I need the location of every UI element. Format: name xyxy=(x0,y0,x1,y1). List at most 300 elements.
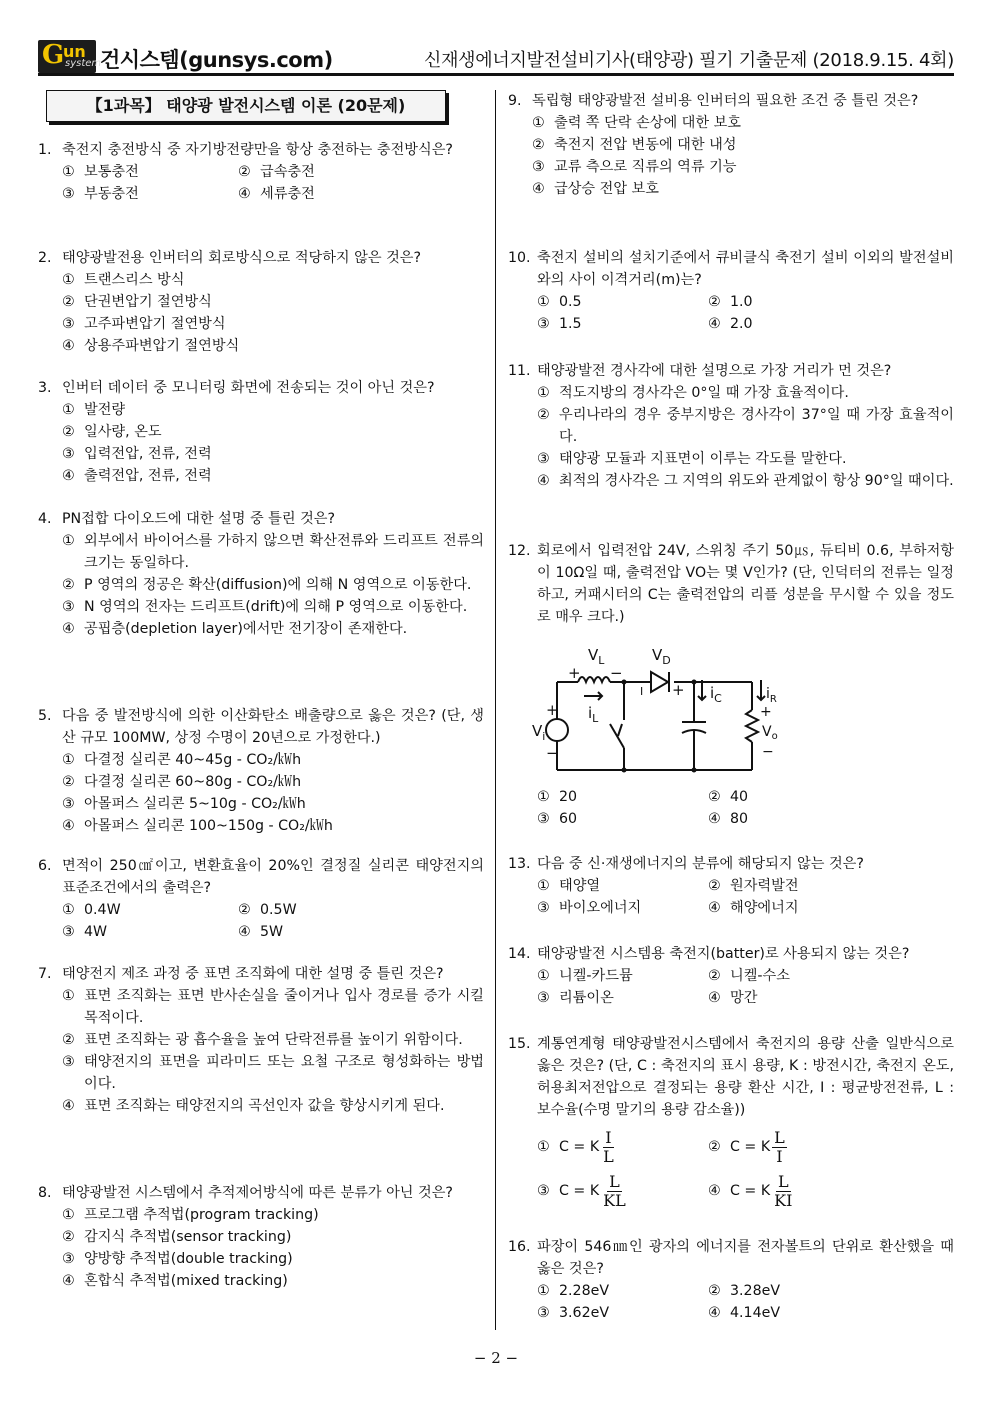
formula-prefix: C = K xyxy=(730,1183,771,1199)
option-4 xyxy=(62,335,484,357)
option-text: 3.62eV xyxy=(559,1305,610,1321)
question-8 xyxy=(38,1182,484,1292)
option-text: 일사량, 온도 xyxy=(84,424,162,440)
option-1 xyxy=(537,965,708,987)
option-3 xyxy=(62,313,484,335)
document-title: 신재생에너지발전설비기사(태양광) 필기 기출문제 (2018.9.15. 4회) xyxy=(424,50,954,71)
option-text: 입력전압, 전류, 전력 xyxy=(84,446,212,462)
question-4 xyxy=(38,508,484,640)
option-4 xyxy=(62,618,484,640)
question-11 xyxy=(508,360,954,492)
option-mark: ② xyxy=(708,1139,721,1155)
resistor xyxy=(746,710,758,742)
gunsys-logo xyxy=(38,40,102,73)
option-text: 0.4W xyxy=(84,902,121,918)
option-2 xyxy=(537,404,954,448)
question-text: 파장이 546㎚인 광자의 에너지를 전자볼트의 단위로 환산했을 때 옳은 것은? xyxy=(537,1239,954,1277)
option-mark: ① xyxy=(537,1283,550,1299)
option-mark: ② xyxy=(238,902,251,918)
question-text: 축전지 충전방식 중 자기방전량만을 항상 충전하는 충전방식은? xyxy=(62,142,453,158)
option-mark: ① xyxy=(537,294,550,310)
option-4 xyxy=(537,470,954,492)
option-2 xyxy=(62,574,484,596)
question-number: 5. xyxy=(38,708,52,724)
option-mark: ① xyxy=(537,789,550,805)
option-1 xyxy=(62,399,484,421)
option-text: 리튬이온 xyxy=(559,990,614,1006)
option-1 xyxy=(62,985,484,1029)
option-1 xyxy=(62,161,238,183)
option-text: 4W xyxy=(84,924,108,940)
option-text: 세류충전 xyxy=(260,186,315,202)
question-stem xyxy=(38,963,484,985)
numerator: L xyxy=(777,1171,789,1191)
option-text: 망간 xyxy=(730,990,758,1006)
denominator: I xyxy=(776,1146,783,1166)
option-2 xyxy=(708,1280,879,1302)
option-1 xyxy=(537,291,708,313)
option-text: 출력전압, 전류, 전력 xyxy=(84,468,212,484)
question-text: PN접합 다이오드에 대한 설명 중 틀린 것은? xyxy=(62,511,336,527)
junction-dot xyxy=(622,768,627,773)
option-text: 단권변압기 절연방식 xyxy=(84,294,212,310)
fraction xyxy=(601,1173,628,1210)
option-text: 4.14eV xyxy=(730,1305,781,1321)
question-stem xyxy=(38,1182,484,1204)
question-2 xyxy=(38,247,484,357)
option-3 xyxy=(62,1051,484,1095)
option-text: P 영역의 정공은 확산(diffusion)에 의해 N 영역으로 이동한다. xyxy=(84,577,472,593)
option-text: 20 xyxy=(559,789,578,805)
option-3 xyxy=(62,183,238,205)
option-mark: ④ xyxy=(708,1305,721,1321)
option-text: 니켈-카드뮴 xyxy=(559,968,633,984)
option-mark: ③ xyxy=(62,186,75,202)
question-text: 태양광발전용 인버터의 회로방식으로 적당하지 않은 것은? xyxy=(62,250,422,266)
option-text: 니켈-수소 xyxy=(730,968,790,984)
option-text: 혼합식 추적법(mixed tracking) xyxy=(84,1273,288,1289)
option-mark: ② xyxy=(62,774,75,790)
option-4 xyxy=(708,897,879,919)
question-stem xyxy=(38,705,484,749)
option-mark: ④ xyxy=(537,473,550,489)
option-mark: ③ xyxy=(62,1251,75,1267)
option-mark: ③ xyxy=(537,811,550,827)
section-title: 【1과목】 태양광 발전시스템 이론 (20문제) xyxy=(46,90,446,122)
option-text: N 영역의 전자는 드리프트(drift)에 의해 P 영역으로 이동한다. xyxy=(84,599,468,615)
option-text: 급상승 전압 보호 xyxy=(554,181,659,197)
formula-prefix: C = K xyxy=(730,1139,771,1155)
option-mark: ④ xyxy=(62,1273,75,1289)
option-text: 공핍층(depletion layer)에서만 전기장이 존재한다. xyxy=(84,621,408,637)
question-stem xyxy=(38,377,484,399)
option-4 xyxy=(62,1270,484,1292)
question-stem xyxy=(38,508,484,530)
fraction xyxy=(601,1129,616,1166)
option-3 xyxy=(62,793,484,815)
question-9 xyxy=(508,90,954,200)
logo-system: system xyxy=(65,58,102,69)
ir-label: $i_R$ xyxy=(766,686,777,705)
switch xyxy=(610,724,624,748)
option-mark: ① xyxy=(62,272,75,288)
question-number: 16. xyxy=(508,1239,531,1255)
logo-g: G xyxy=(42,40,65,70)
option-text: 아몰퍼스 실리콘 100~150g - CO₂/㎾h xyxy=(84,818,333,834)
formula-prefix: C = K xyxy=(559,1183,600,1199)
option-text: 감지식 추적법(sensor tracking) xyxy=(84,1229,292,1245)
vi-label: $V_i$ xyxy=(532,722,546,743)
option-text: 표면 조직화는 광 흡수율을 높여 단락전류를 높이기 위함이다. xyxy=(84,1032,463,1048)
question-stem xyxy=(508,90,954,112)
option-mark: ④ xyxy=(62,1098,75,1114)
option-text: 1.0 xyxy=(730,294,753,310)
question-10 xyxy=(508,247,954,335)
option-1 xyxy=(62,749,484,771)
option-mark: ③ xyxy=(62,316,75,332)
option-text: 다결정 실리콘 40~45g - CO₂/㎾h xyxy=(84,752,302,768)
option-mark: ③ xyxy=(537,316,550,332)
site-name: 건시스템(gunsys.com) xyxy=(100,48,333,72)
question-15 xyxy=(508,1033,954,1213)
voltage-source xyxy=(546,719,568,741)
option-2 xyxy=(238,899,414,921)
option-3 xyxy=(532,156,954,178)
option-text: 보통충전 xyxy=(84,164,139,180)
logo-un: un xyxy=(63,42,86,61)
option-text: 양방향 추적법(double tracking) xyxy=(84,1251,293,1267)
option-1 xyxy=(62,1204,484,1226)
option-3 xyxy=(537,1169,708,1213)
option-1 xyxy=(537,786,708,808)
option-mark: ① xyxy=(537,1139,550,1155)
option-mark: ② xyxy=(62,577,75,593)
vd-i-mark: I xyxy=(640,685,644,698)
option-1 xyxy=(537,382,954,404)
question-number: 12. xyxy=(508,543,531,559)
option-text: 출력 쪽 단락 손상에 대한 보호 xyxy=(554,115,742,131)
option-mark: ③ xyxy=(62,1054,75,1070)
junction-dot xyxy=(692,680,697,685)
numerator: L xyxy=(774,1127,785,1147)
ic-label: $i_C$ xyxy=(710,684,722,705)
option-text: 표면 조직화는 표면 반사손실을 줄이거나 입사 경로를 증가 시킬 목적이다. xyxy=(84,988,484,1026)
option-mark: ② xyxy=(62,424,75,440)
question-16 xyxy=(508,1236,954,1324)
option-3 xyxy=(62,1248,484,1270)
option-4 xyxy=(238,183,414,205)
option-mark: ① xyxy=(62,988,75,1004)
option-4 xyxy=(62,1095,484,1117)
diode xyxy=(651,672,668,692)
option-text: 축전지 전압 변동에 대한 내성 xyxy=(554,137,737,153)
question-1 xyxy=(38,139,484,205)
column-divider xyxy=(495,90,496,1330)
question-text: 다음 중 신·재생에너지의 분류에 해당되지 않는 것은? xyxy=(537,856,864,872)
option-mark: ③ xyxy=(62,796,75,812)
option-4 xyxy=(62,815,484,837)
denominator: L xyxy=(603,1146,614,1166)
option-mark: ① xyxy=(532,115,545,131)
option-4 xyxy=(708,313,879,335)
question-text: 계통연계형 태양광발전시스템에서 축전지의 용량 산출 일반식으로 옳은 것은? (단, C : 축전지의 표시 용량, K : 방전시간, 축전지 온도, 허용최저전압으로 결정되는 용량 환산 시간, I : 평균방전전류, L : 보수율(수명 말기의 용량 감소율)) xyxy=(537,1036,954,1118)
option-text: 표면 조직화는 태양전지의 곡선인자 값을 향상시키게 된다. xyxy=(84,1098,445,1114)
option-mark: ③ xyxy=(537,990,550,1006)
option-4 xyxy=(708,987,879,1009)
option-text: 우리나라의 경우 중부지방은 경사각이 37°일 때 가장 효율적이다. xyxy=(559,407,954,445)
option-mark: ② xyxy=(708,878,721,894)
option-mark: ④ xyxy=(708,1183,721,1199)
vl-minus: − xyxy=(610,664,623,682)
option-3 xyxy=(62,596,484,618)
question-number: 14. xyxy=(508,946,531,962)
option-1 xyxy=(537,875,708,897)
option-2 xyxy=(708,786,879,808)
question-number: 10. xyxy=(508,250,531,266)
option-2 xyxy=(62,771,484,793)
question-14 xyxy=(508,943,954,1009)
option-text: 80 xyxy=(730,811,749,827)
question-text: 태양광발전 시스템에서 추적제어방식에 따른 분류가 아닌 것은? xyxy=(62,1185,453,1201)
option-mark: ② xyxy=(62,1032,75,1048)
option-mark: ② xyxy=(238,164,251,180)
option-text: 0.5 xyxy=(559,294,582,310)
question-stem xyxy=(508,943,954,965)
option-text: 다결정 실리콘 60~80g - CO₂/㎾h xyxy=(84,774,302,790)
question-stem xyxy=(508,360,954,382)
question-text: 축전지 설비의 설치기준에서 큐비클식 축전기 설비 이외의 발전설비와의 사이 이격거리(m)는? xyxy=(537,250,954,288)
option-text: 태양광 모듈과 지표면이 이루는 각도를 말한다. xyxy=(559,451,847,467)
option-2 xyxy=(708,1125,879,1169)
question-text: 태양광발전 경사각에 대한 설명으로 가장 거리가 먼 것은? xyxy=(537,363,892,379)
formula-prefix: C = K xyxy=(559,1139,600,1155)
fraction xyxy=(772,1129,787,1166)
option-3 xyxy=(62,921,238,943)
question-text: 다음 중 발전방식에 의한 이산화탄소 배출량으로 옳은 것은? (단, 생산 규모 100MW, 상정 수명이 20년으로 가정한다.) xyxy=(62,708,484,746)
option-2 xyxy=(708,291,879,313)
option-mark: ② xyxy=(708,294,721,310)
option-4 xyxy=(708,1169,879,1213)
question-12-options xyxy=(508,786,954,830)
option-mark: ④ xyxy=(62,621,75,637)
option-text: 발전량 xyxy=(84,402,126,418)
option-3 xyxy=(537,448,954,470)
question-number: 8. xyxy=(38,1185,52,1201)
vo-minus: − xyxy=(762,744,774,760)
question-stem xyxy=(508,853,954,875)
option-text: 부동충전 xyxy=(84,186,139,202)
option-text: 5W xyxy=(260,924,284,940)
option-mark: ③ xyxy=(537,1183,550,1199)
header-rule xyxy=(38,73,954,76)
option-text: 태양전지의 표면을 피라미드 또는 요철 구조로 형성화하는 방법이다. xyxy=(84,1054,484,1092)
option-mark: ④ xyxy=(708,316,721,332)
question-stem xyxy=(38,139,484,161)
vl-plus: + xyxy=(568,664,581,682)
option-mark: ① xyxy=(62,902,75,918)
vd-plus: + xyxy=(672,681,685,699)
question-stem xyxy=(38,247,484,269)
junction-dot xyxy=(692,768,697,773)
option-1 xyxy=(537,1280,708,1302)
vi-plus: + xyxy=(546,701,559,719)
option-mark: ④ xyxy=(532,181,545,197)
option-text: 고주파변압기 절연방식 xyxy=(84,316,226,332)
option-mark: ① xyxy=(62,164,75,180)
option-text: 태양열 xyxy=(559,878,601,894)
option-text: 2.0 xyxy=(730,316,753,332)
option-mark: ④ xyxy=(62,338,75,354)
question-number: 3. xyxy=(38,380,52,396)
option-text: 급속충전 xyxy=(260,164,315,180)
option-1 xyxy=(62,269,484,291)
option-mark: ③ xyxy=(532,159,545,175)
question-3 xyxy=(38,377,484,487)
question-12 xyxy=(508,540,954,628)
option-mark: ② xyxy=(708,1283,721,1299)
option-text: 해양에너지 xyxy=(730,900,799,916)
option-text: 최적의 경사각은 그 지역의 위도와 관계없이 항상 90°일 때이다. xyxy=(559,473,954,489)
option-mark: ③ xyxy=(62,599,75,615)
option-3 xyxy=(537,808,708,830)
option-text: 외부에서 바이어스를 가하지 않으면 확산전류와 드리프트 전류의 크기는 동일하다. xyxy=(84,533,484,571)
question-number: 15. xyxy=(508,1036,531,1052)
option-mark: ① xyxy=(537,878,550,894)
option-mark: ② xyxy=(537,407,550,423)
option-text: 상용주파변압기 절연방식 xyxy=(84,338,240,354)
question-stem xyxy=(508,1236,954,1280)
question-text: 회로에서 입력전압 24V, 스위칭 주기 50㎲, 듀티비 0.6, 부하저항이 10Ω일 때, 출력전압 VO는 몇 V인가? (단, 인덕터의 전류는 일정하고, 커패시터의 C는 출력전압의 리플 성분을 무시할 수 있을 정도로 매우 크다.) xyxy=(537,543,954,625)
question-text: 독립형 태양광발전 설비용 인버터의 필요한 조건 중 틀린 것은? xyxy=(532,93,919,109)
option-text: 바이오에너지 xyxy=(559,900,642,916)
vo-label: $V_o$ xyxy=(762,724,778,742)
question-7 xyxy=(38,963,484,1117)
option-mark: ③ xyxy=(537,1305,550,1321)
question-number: 1. xyxy=(38,142,52,158)
option-text: 3.28eV xyxy=(730,1283,781,1299)
option-mark: ③ xyxy=(537,451,550,467)
option-mark: ④ xyxy=(708,990,721,1006)
option-mark: ① xyxy=(62,752,75,768)
option-text: 원자력발전 xyxy=(730,878,799,894)
question-number: 6. xyxy=(38,858,52,874)
inductor xyxy=(578,677,610,682)
option-1 xyxy=(537,1125,708,1169)
option-text: 교류 측으로 직류의 역류 기능 xyxy=(554,159,737,175)
option-4 xyxy=(708,1302,879,1324)
option-3 xyxy=(62,443,484,465)
option-2 xyxy=(708,875,879,897)
vo-plus: + xyxy=(760,704,772,720)
option-mark: ① xyxy=(537,385,550,401)
option-mark: ② xyxy=(62,294,75,310)
option-mark: ① xyxy=(537,968,550,984)
vd-label: $V_D$ xyxy=(652,646,671,667)
option-mark: ③ xyxy=(62,924,75,940)
question-6 xyxy=(38,855,484,943)
question-number: 7. xyxy=(38,966,52,982)
denominator: KL xyxy=(603,1190,626,1210)
fraction xyxy=(772,1173,794,1210)
option-3 xyxy=(537,897,708,919)
option-mark: ④ xyxy=(238,924,251,940)
option-mark: ① xyxy=(62,402,75,418)
question-text: 면적이 250㎠이고, 변환효율이 20%인 결정질 실리콘 태양전지의 표준조건에서의 출력은? xyxy=(62,858,484,896)
option-4 xyxy=(238,921,414,943)
question-number: 2. xyxy=(38,250,52,266)
option-text: 적도지방의 경사각은 0°일 때 가장 효율적이다. xyxy=(559,385,849,401)
option-3 xyxy=(537,987,708,1009)
denominator: KI xyxy=(774,1190,793,1210)
option-text: 60 xyxy=(559,811,578,827)
option-mark: ④ xyxy=(708,811,721,827)
option-2 xyxy=(532,134,954,156)
option-1 xyxy=(62,530,484,574)
option-2 xyxy=(62,291,484,313)
option-mark: ② xyxy=(532,137,545,153)
question-number: 4. xyxy=(38,511,52,527)
option-mark: ③ xyxy=(62,446,75,462)
option-mark: ② xyxy=(62,1229,75,1245)
numerator: L xyxy=(609,1171,620,1191)
option-4 xyxy=(62,465,484,487)
option-4 xyxy=(532,178,954,200)
question-number: 9. xyxy=(508,93,522,109)
option-mark: ④ xyxy=(238,186,251,202)
option-1 xyxy=(62,899,238,921)
vi-minus: − xyxy=(546,744,559,762)
numerator: I xyxy=(605,1127,612,1147)
option-text: 아몰퍼스 실리콘 5~10g - CO₂/㎾h xyxy=(84,796,306,812)
option-mark: ② xyxy=(708,789,721,805)
question-13 xyxy=(508,853,954,919)
option-mark: ④ xyxy=(708,900,721,916)
question-text: 태양전지 제조 과정 중 표면 조직화에 대한 설명 중 틀린 것은? xyxy=(62,966,444,982)
question-text: 인버터 데이터 중 모니터링 화면에 전송되는 것이 아닌 것은? xyxy=(62,380,435,396)
question-stem xyxy=(508,540,954,628)
option-text: 2.28eV xyxy=(559,1283,610,1299)
page-number: − 2 − xyxy=(473,1349,519,1367)
question-number: 11. xyxy=(508,363,531,379)
question-number: 13. xyxy=(508,856,531,872)
option-2 xyxy=(62,1226,484,1248)
option-mark: ① xyxy=(62,533,75,549)
option-3 xyxy=(537,1302,708,1324)
question-text: 태양광발전 시스템용 축전지(batter)로 사용되지 않는 것은? xyxy=(537,946,910,962)
vl-label: $V_L$ xyxy=(588,646,605,667)
option-text: 1.5 xyxy=(559,316,582,332)
option-2 xyxy=(238,161,414,183)
question-stem xyxy=(508,1033,954,1121)
option-text: 프로그램 추적법(program tracking) xyxy=(84,1207,319,1223)
option-text: 40 xyxy=(730,789,749,805)
option-text: 트랜스리스 방식 xyxy=(84,272,185,288)
question-5 xyxy=(38,705,484,837)
option-text: 0.5W xyxy=(260,902,297,918)
option-2 xyxy=(62,1029,484,1051)
question-stem xyxy=(38,855,484,899)
option-3 xyxy=(537,313,708,335)
option-mark: ③ xyxy=(537,900,550,916)
question-stem xyxy=(508,247,954,291)
option-2 xyxy=(62,421,484,443)
option-2 xyxy=(708,965,879,987)
option-mark: ④ xyxy=(62,468,75,484)
option-1 xyxy=(532,112,954,134)
option-4 xyxy=(708,808,879,830)
boost-converter-circuit xyxy=(530,640,778,780)
option-mark: ① xyxy=(62,1207,75,1223)
